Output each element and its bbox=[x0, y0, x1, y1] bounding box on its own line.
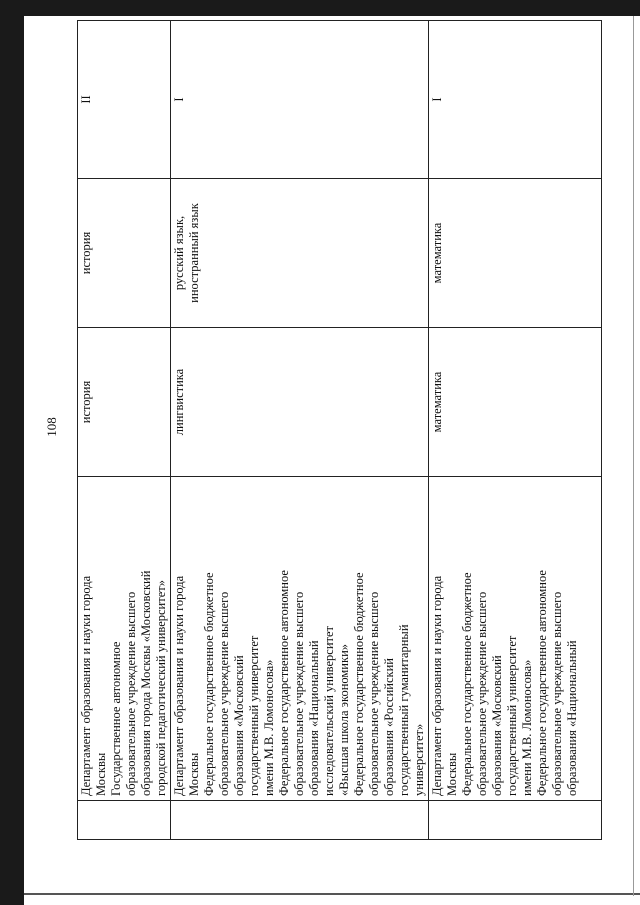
organization-line: государственный университет bbox=[505, 635, 519, 796]
organization-line: образования «Московский bbox=[232, 655, 246, 796]
organization-line: образования города Москвы «Московский bbox=[139, 570, 153, 796]
organization-line: государственный университет bbox=[247, 635, 261, 796]
organization-cell bbox=[78, 477, 171, 801]
organization-line: имени М.В. Ломоносова» bbox=[262, 659, 276, 796]
organization-line: Федеральное государственное автономное bbox=[535, 570, 549, 796]
scan-border-right bbox=[633, 16, 634, 896]
level-cell: II bbox=[78, 21, 171, 179]
organization-line: образовательное учреждение высшего bbox=[217, 591, 231, 796]
organization-line: образования «Национальный bbox=[307, 640, 321, 796]
subjects-cell bbox=[429, 179, 602, 328]
subject-line: иностранный язык bbox=[187, 203, 201, 303]
organization-line: Москвы bbox=[187, 752, 201, 796]
organization-line: Москвы bbox=[94, 752, 108, 796]
organization-line: Федеральное государственное бюджетное bbox=[460, 572, 474, 796]
scan-border-left bbox=[0, 0, 24, 905]
organization-line: Департамент образования и науки города bbox=[172, 575, 186, 796]
organization-line: «Высшая школа экономики» bbox=[337, 643, 351, 796]
organization-line: образовательное учреждение высшего bbox=[550, 591, 564, 796]
organization-line: Федеральное государственное автономное bbox=[277, 570, 291, 796]
scan-border-top bbox=[0, 0, 640, 16]
organization-line: имени М.В. Ломоносова» bbox=[520, 659, 534, 796]
organization-line: городской педагогический университет» bbox=[154, 580, 168, 796]
rotated-page bbox=[44, 20, 587, 840]
blank-cell bbox=[171, 801, 429, 840]
direction-cell: математика bbox=[429, 328, 602, 477]
page-number: 108 bbox=[44, 417, 59, 437]
subject-line: русский язык, bbox=[172, 215, 186, 291]
organization-line: Федеральное государственное бюджетное bbox=[202, 572, 216, 796]
level-cell: I bbox=[171, 21, 429, 179]
organization-line: Департамент образования и науки города bbox=[430, 575, 444, 796]
organization-cell bbox=[171, 477, 429, 801]
table-row bbox=[171, 21, 429, 840]
scan-border-bottom bbox=[24, 893, 640, 895]
level-cell: I bbox=[429, 21, 602, 179]
organization-line: Федеральное государственное бюджетное bbox=[352, 572, 366, 796]
organization-line: образовательное учреждение высшего bbox=[475, 591, 489, 796]
organization-line: образовательное учреждение высшего bbox=[292, 591, 306, 796]
subject-line: математика bbox=[430, 222, 444, 284]
organization-line: образовательное учреждение высшего bbox=[124, 591, 138, 796]
organization-line: государственный гуманитарный bbox=[397, 624, 411, 796]
table-row bbox=[429, 21, 602, 840]
organization-line: образования «Национальный bbox=[565, 640, 579, 796]
subjects-cell bbox=[78, 179, 171, 328]
olympiad-table bbox=[77, 20, 602, 840]
table-row bbox=[78, 21, 171, 840]
organization-line: образования «Московский bbox=[490, 655, 504, 796]
organization-line: образовательное учреждение высшего bbox=[367, 591, 381, 796]
organization-line: Москвы bbox=[445, 752, 459, 796]
blank-cell bbox=[78, 801, 171, 840]
organization-cell bbox=[429, 477, 602, 801]
subject-line: история bbox=[79, 231, 93, 275]
direction-cell: лингвистика bbox=[171, 328, 429, 477]
organization-line: Департамент образования и науки города bbox=[79, 575, 93, 796]
organization-line: Государственное автономное bbox=[109, 641, 123, 796]
blank-cell bbox=[429, 801, 602, 840]
subjects-cell bbox=[171, 179, 429, 328]
organization-line: исследовательский университет bbox=[322, 625, 336, 796]
organization-line: образования «Российский bbox=[382, 658, 396, 796]
direction-cell: история bbox=[78, 328, 171, 477]
organization-line: университет» bbox=[412, 723, 426, 796]
